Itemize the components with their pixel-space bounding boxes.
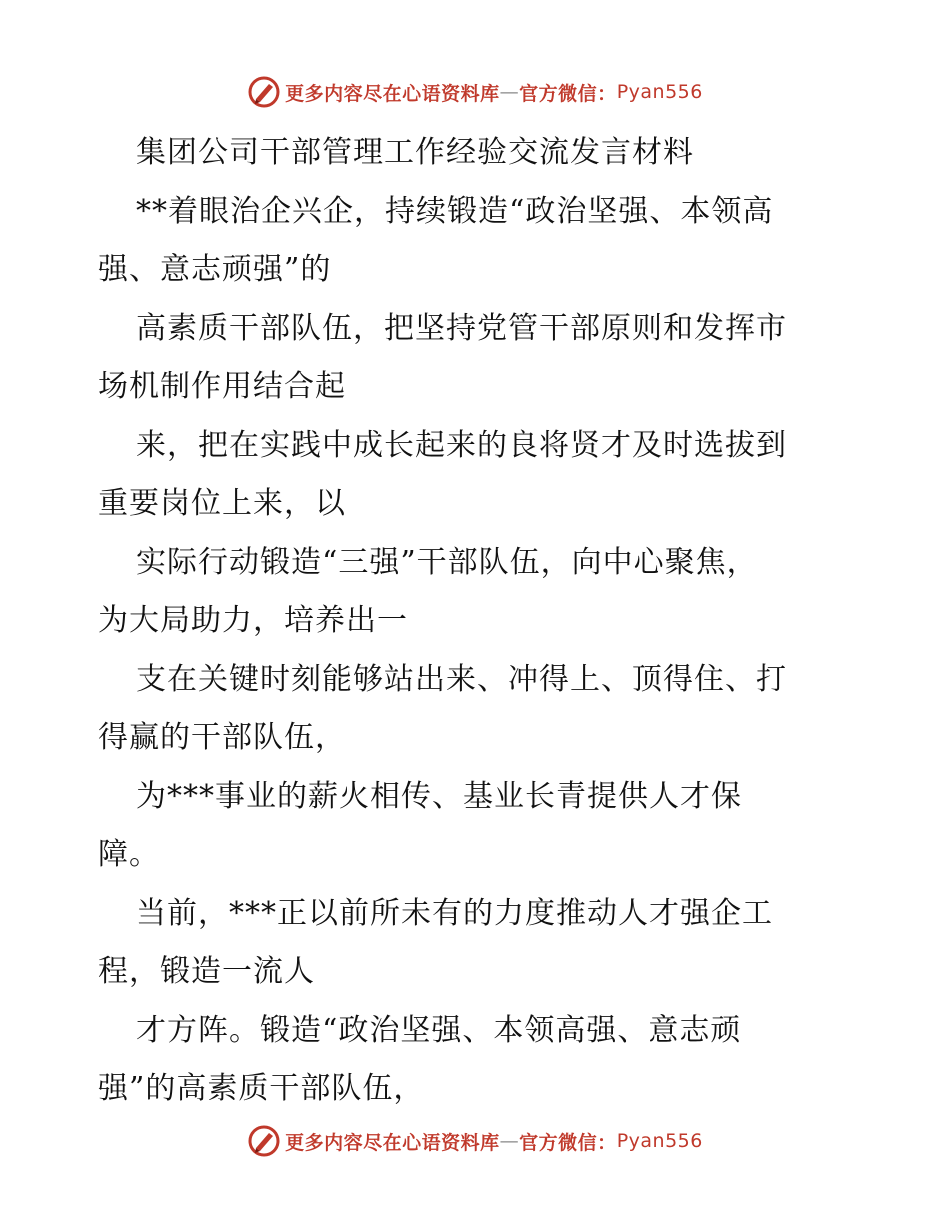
text-line: 高素质干部队伍，把坚持党管干部原则和发挥市: [136, 310, 787, 346]
text-line: 为大局助力，培养出一: [98, 603, 408, 638]
watermark-main-text: 更多内容尽在心语资料库: [285, 82, 500, 105]
header-watermark: [0, 72, 950, 112]
text-line: **着眼治企兴企，持续锻造“政治坚强、本领高: [136, 193, 774, 229]
text-line: 才方阵。锻造“政治坚强、本领高强、意志顽: [136, 1012, 742, 1048]
text-line: 程，锻造一流人: [98, 954, 315, 989]
logo-icon: [247, 1124, 281, 1158]
logo-icon: [247, 75, 281, 109]
document-body: [98, 124, 858, 1119]
text-line: 实际行动锻造“三强”干部队伍，向中心聚焦，: [136, 544, 758, 580]
watermark-separator: —: [499, 81, 520, 103]
watermark-wechat-label: 官方微信：: [519, 82, 617, 105]
text-line: 为***事业的薪火相传、基业长青提供人才保: [136, 778, 742, 814]
watermark-separator: —: [499, 1130, 520, 1152]
text-line: 场机制作用结合起: [98, 369, 346, 404]
footer-watermark: [0, 1121, 950, 1161]
text-line: 障。: [98, 837, 160, 872]
text-line: 得赢的干部队伍，: [98, 720, 346, 755]
text-line: 当前，***正以前所未有的力度推动人才强企工: [136, 895, 773, 931]
watermark-wechat-id: Pyan556: [616, 81, 703, 103]
watermark-wechat-label: 官方微信：: [519, 1131, 617, 1154]
text-line: 来，把在实践中成长起来的良将贤才及时选拔到: [136, 427, 787, 463]
text-line: 支在关键时刻能够站出来、冲得上、顶得住、打: [136, 661, 787, 697]
document-title: 集团公司干部管理工作经验交流发言材料: [136, 135, 694, 170]
text-line: 重要岗位上来，以: [98, 486, 346, 521]
text-line: 强、意志顽强”的: [98, 252, 332, 287]
watermark-wechat-id: Pyan556: [616, 1130, 703, 1152]
watermark-main-text: 更多内容尽在心语资料库: [285, 1131, 500, 1154]
text-line: 强”的高素质干部队伍，: [98, 1071, 425, 1106]
